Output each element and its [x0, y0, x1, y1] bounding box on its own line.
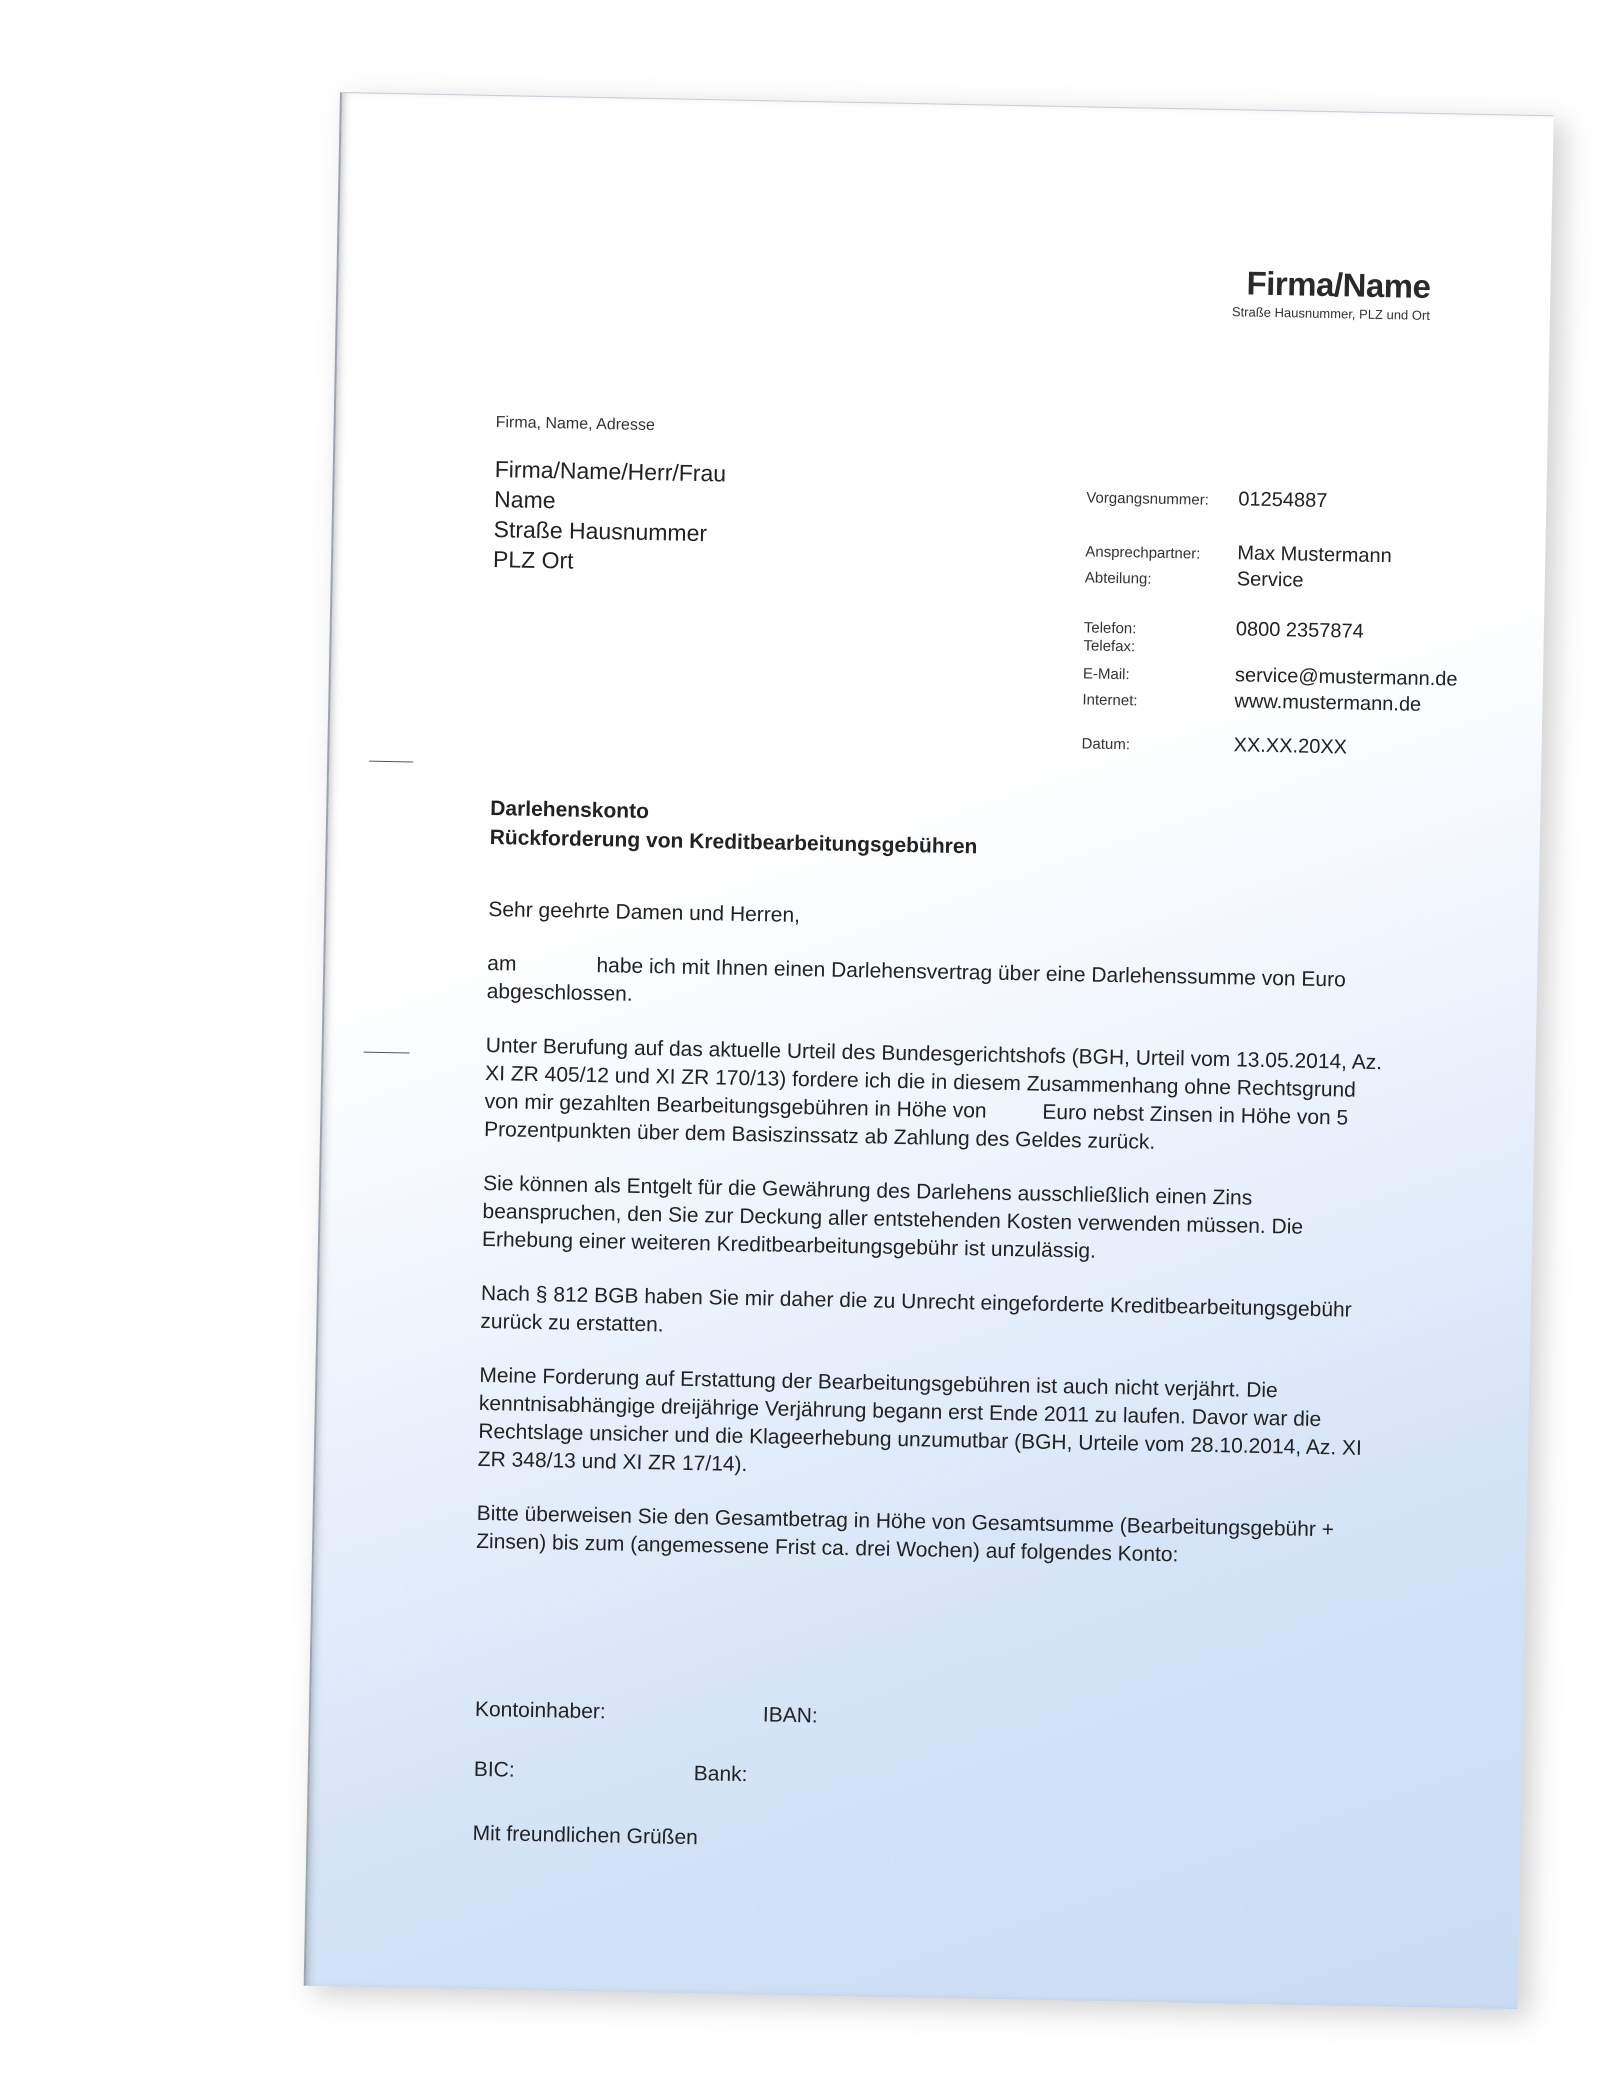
- account-holder-label: Kontoinhaber:: [474, 1697, 606, 1724]
- paragraph-3: Sie können als Entgelt für die Gewährung des Darlehens ausschließlich einen Zins beanspruchen, den Sie zur Deckung aller entstehenden Kosten verwenden müssen. Die Erhebung einer weiteren Kreditbearbeitungsgebühr ist unzulässig.: [481, 1171, 1304, 1263]
- recipient-line-1: Firma/Name/Herr/Frau: [494, 456, 727, 487]
- info-row-email: [1083, 661, 1458, 691]
- paragraph-2-start: Unter Berufung auf das aktuelle Urteil des Bundesgerichtshofs (BGH, Urteil vom 13.05.2014, Az. XI ZR 405/12 und XI ZR 170/13) fordere ich die in diesem Zusammenhang ohne Rechtsgrund von mir gezahlten Bearbeitungsgebühren in Höhe von: [484, 1033, 1383, 1123]
- iban-label: IBAN:: [762, 1703, 818, 1728]
- info-row-datum: [1081, 731, 1347, 759]
- info-row-ansprechpartner: [1085, 539, 1392, 568]
- sender-line: Firma, Name, Adresse: [495, 414, 655, 435]
- paragraph-1-rest: habe ich mit Ihnen einen Darlehensvertrag über eine Darlehenssumme von Euro abgeschlossen.: [486, 954, 1346, 1006]
- paragraph-4: Nach § 812 BGB haben Sie mir daher die zu Unrecht eingeforderte Kreditbearbeitungsgebühr zurück zu erstatten.: [480, 1281, 1352, 1337]
- company-name: Firma/Name: [1246, 264, 1431, 305]
- recipient-line-3: Straße Hausnummer: [493, 516, 708, 547]
- info-value: Max Mustermann: [1237, 542, 1392, 568]
- paragraph-2-rest: Euro nebst Zinsen in Höhe von 5 Prozentpunkten über dem Basiszinssatz ab Zahlung des Geldes zurück.: [483, 1100, 1349, 1154]
- paragraph-5: Meine Forderung auf Erstattung der Bearbeitungsgebühren ist auch nicht verjährt. Die kenntnisabhängige dreijährige Verjährung begann erst Ende 2011 zu laufen. Davor war die Rechtslage unsicher und die Klageerhebung unzumutbar (BGH, Urteile vom 28.10.2014, Az. XI ZR 348/13 und XI ZR 17/14).: [477, 1363, 1363, 1477]
- info-row-telefax: [1083, 637, 1235, 657]
- bic-label: BIC:: [473, 1757, 515, 1782]
- recipient-address: [493, 454, 727, 578]
- punch-mark: [364, 1052, 410, 1054]
- info-row-vorgang: [1086, 485, 1327, 513]
- letter-body: [475, 896, 1388, 1599]
- recipient-line-2: Name: [493, 486, 556, 514]
- paragraph-1-start: am: [487, 951, 517, 976]
- info-label: Vorgangsnummer:: [1086, 489, 1210, 509]
- info-label: Internet:: [1082, 691, 1138, 710]
- letter-page: [304, 92, 1554, 2009]
- subject-line-1: Darlehenskonto: [490, 797, 650, 824]
- info-row-abteilung: [1085, 565, 1304, 592]
- closing: Mit freundlichen Grüßen: [472, 1821, 699, 1850]
- info-label: Telefax:: [1083, 637, 1136, 656]
- info-value: 0800 2357874: [1235, 618, 1364, 643]
- info-value: Service: [1236, 568, 1304, 592]
- info-label: Telefon:: [1083, 619, 1137, 638]
- date-placeholder: [516, 971, 596, 973]
- bank-label: Bank:: [693, 1762, 748, 1787]
- paragraph-1: [486, 950, 1387, 1023]
- info-label: E-Mail:: [1082, 665, 1130, 684]
- amount-placeholder: [992, 1118, 1042, 1119]
- subject-line-2: Rückforderung von Kreditbearbeitungsgebühren: [489, 826, 978, 859]
- info-value: 01254887: [1238, 488, 1328, 513]
- info-label: Datum:: [1081, 735, 1131, 754]
- info-value: XX.XX.20XX: [1233, 734, 1348, 759]
- info-row-internet: [1082, 687, 1421, 716]
- paragraph-2: [484, 1032, 1386, 1161]
- company-address: Straße Hausnummer, PLZ und Ort: [1231, 304, 1431, 323]
- letterhead: [1232, 264, 1431, 323]
- salutation: Sehr geehrte Damen und Herren,: [488, 898, 801, 927]
- info-value: www.mustermann.de: [1234, 690, 1422, 716]
- info-label: Ansprechpartner:: [1085, 543, 1201, 563]
- subject-block: [489, 794, 978, 861]
- paragraph-6: Bitte überweisen Sie den Gesamtbetrag in Höhe von Gesamtsumme (Bearbeitungsgebühr + Zinsen) bis zum (angemessene Frist ca. drei Wochen) auf folgendes Konto:: [475, 1501, 1335, 1567]
- info-value: service@mustermann.de: [1234, 664, 1458, 691]
- fold-mark-upper: [369, 761, 413, 763]
- info-label: Abteilung:: [1084, 569, 1152, 588]
- recipient-line-4: PLZ Ort: [492, 546, 574, 574]
